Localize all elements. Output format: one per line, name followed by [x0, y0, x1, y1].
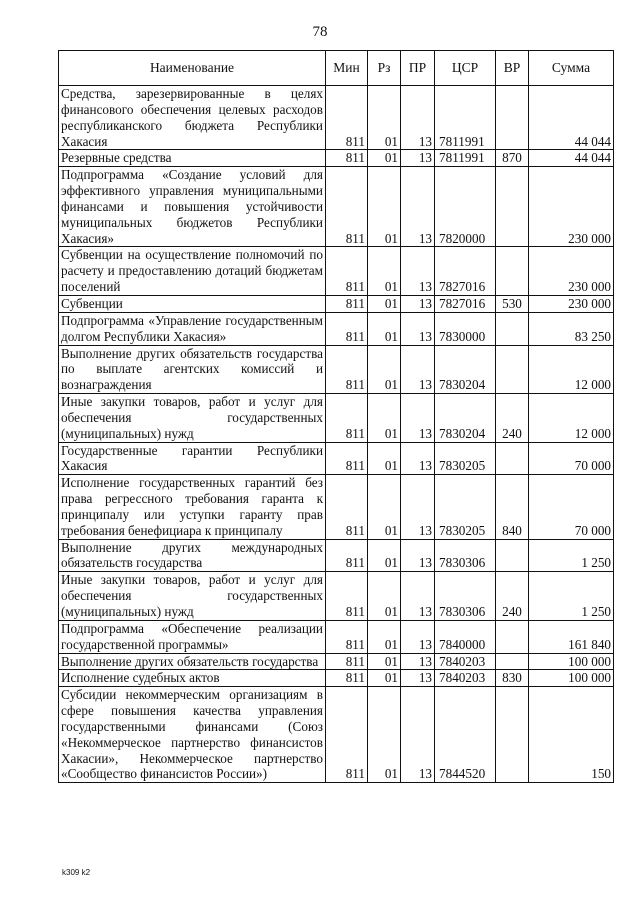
cell-csr: 7830306 — [435, 539, 496, 572]
table-row — [59, 539, 614, 572]
cell-csr: 7830205 — [435, 442, 496, 475]
cell-sum: 100 000 — [529, 653, 614, 670]
cell-pr: 13 — [401, 539, 435, 572]
page-number: 78 — [312, 24, 328, 40]
table-header-row — [59, 51, 614, 86]
cell-pr: 13 — [401, 167, 435, 247]
cell-rz: 01 — [368, 687, 401, 783]
header-vr: ВР — [496, 51, 529, 86]
cell-sum: 230 000 — [529, 247, 614, 296]
cell-vr — [496, 345, 529, 394]
cell-name: Подпрограмма «Управление государственным долгом Республики Хакасия» — [59, 312, 326, 345]
header-min: Мин — [326, 51, 368, 86]
cell-csr: 7844520 — [435, 687, 496, 783]
cell-min: 811 — [326, 312, 368, 345]
cell-vr: 870 — [496, 150, 529, 167]
cell-vr — [496, 247, 529, 296]
cell-rz: 01 — [368, 295, 401, 312]
cell-sum: 44 044 — [529, 86, 614, 150]
cell-vr — [496, 442, 529, 475]
cell-csr: 7827016 — [435, 247, 496, 296]
cell-rz: 01 — [368, 539, 401, 572]
cell-sum: 12 000 — [529, 345, 614, 394]
cell-pr: 13 — [401, 670, 435, 687]
cell-min: 811 — [326, 167, 368, 247]
cell-min: 811 — [326, 687, 368, 783]
cell-rz: 01 — [368, 247, 401, 296]
cell-csr: 7830204 — [435, 394, 496, 443]
cell-name: Исполнение государственных гарантий без права регрессного требования гаранта к принципалу или уступки гаранту прав требования бенефициара к принципалу — [59, 475, 326, 539]
cell-vr: 530 — [496, 295, 529, 312]
cell-csr: 7820000 — [435, 167, 496, 247]
cell-csr: 7830204 — [435, 345, 496, 394]
cell-rz: 01 — [368, 86, 401, 150]
cell-name: Субвенции — [59, 295, 326, 312]
cell-rz: 01 — [368, 312, 401, 345]
cell-pr: 13 — [401, 687, 435, 783]
cell-sum: 83 250 — [529, 312, 614, 345]
cell-pr: 13 — [401, 394, 435, 443]
cell-name: Выполнение других международных обязательств государства — [59, 539, 326, 572]
cell-sum: 230 000 — [529, 167, 614, 247]
cell-sum: 1 250 — [529, 572, 614, 621]
cell-min: 811 — [326, 394, 368, 443]
cell-vr: 240 — [496, 394, 529, 443]
cell-name: Подпрограмма «Обеспечение реализации государственной программы» — [59, 620, 326, 653]
cell-csr: 7840000 — [435, 620, 496, 653]
cell-name: Выполнение других обязательств государства по выплате агентских комиссий и вознаграждения — [59, 345, 326, 394]
header-sum: Сумма — [529, 51, 614, 86]
cell-pr: 13 — [401, 295, 435, 312]
cell-rz: 01 — [368, 620, 401, 653]
cell-rz: 01 — [368, 394, 401, 443]
table-row — [59, 653, 614, 670]
cell-csr: 7811991 — [435, 150, 496, 167]
cell-min: 811 — [326, 345, 368, 394]
table-row — [59, 442, 614, 475]
cell-sum: 161 840 — [529, 620, 614, 653]
footer-code: k309 k2 — [62, 868, 91, 877]
cell-sum: 70 000 — [529, 442, 614, 475]
table-row — [59, 620, 614, 653]
cell-sum: 100 000 — [529, 670, 614, 687]
cell-pr: 13 — [401, 572, 435, 621]
cell-min: 811 — [326, 150, 368, 167]
cell-min: 811 — [326, 539, 368, 572]
cell-min: 811 — [326, 295, 368, 312]
table-row — [59, 670, 614, 687]
cell-rz: 01 — [368, 345, 401, 394]
cell-sum: 44 044 — [529, 150, 614, 167]
cell-name: Резервные средства — [59, 150, 326, 167]
cell-name: Государственные гарантии Республики Хакасия — [59, 442, 326, 475]
cell-min: 811 — [326, 620, 368, 653]
cell-name: Иные закупки товаров, работ и услуг для обеспечения государственных (муниципальных) нужд — [59, 394, 326, 443]
cell-pr: 13 — [401, 653, 435, 670]
cell-min: 811 — [326, 86, 368, 150]
cell-rz: 01 — [368, 572, 401, 621]
cell-sum: 1 250 — [529, 539, 614, 572]
cell-vr — [496, 687, 529, 783]
cell-csr: 7830000 — [435, 312, 496, 345]
cell-sum: 150 — [529, 687, 614, 783]
cell-name: Средства, зарезервированные в целях финансового обеспечения целевых расходов республиканского бюджета Республики Хакасия — [59, 86, 326, 150]
cell-vr: 240 — [496, 572, 529, 621]
cell-vr — [496, 86, 529, 150]
table-row — [59, 572, 614, 621]
table-row — [59, 687, 614, 783]
cell-name: Выполнение других обязательств государства — [59, 653, 326, 670]
cell-name: Субвенции на осуществление полномочий по расчету и предоставлению дотаций бюджетам поселений — [59, 247, 326, 296]
cell-min: 811 — [326, 572, 368, 621]
cell-pr: 13 — [401, 247, 435, 296]
table-row — [59, 345, 614, 394]
cell-vr — [496, 167, 529, 247]
cell-sum: 70 000 — [529, 475, 614, 539]
table-row — [59, 86, 614, 150]
cell-min: 811 — [326, 653, 368, 670]
cell-sum: 230 000 — [529, 295, 614, 312]
cell-name: Иные закупки товаров, работ и услуг для обеспечения государственных (муниципальных) нужд — [59, 572, 326, 621]
cell-pr: 13 — [401, 150, 435, 167]
cell-sum: 12 000 — [529, 394, 614, 443]
cell-rz: 01 — [368, 475, 401, 539]
cell-rz: 01 — [368, 670, 401, 687]
cell-min: 811 — [326, 475, 368, 539]
cell-csr: 7840203 — [435, 670, 496, 687]
cell-csr: 7840203 — [435, 653, 496, 670]
cell-rz: 01 — [368, 150, 401, 167]
cell-pr: 13 — [401, 345, 435, 394]
table-row — [59, 295, 614, 312]
cell-vr: 830 — [496, 670, 529, 687]
cell-rz: 01 — [368, 167, 401, 247]
table-row — [59, 394, 614, 443]
table-row — [59, 475, 614, 539]
cell-name: Исполнение судебных актов — [59, 670, 326, 687]
cell-pr: 13 — [401, 442, 435, 475]
table-row — [59, 150, 614, 167]
cell-pr: 13 — [401, 475, 435, 539]
cell-min: 811 — [326, 670, 368, 687]
header-name: Наименование — [59, 51, 326, 86]
cell-min: 811 — [326, 442, 368, 475]
cell-csr: 7827016 — [435, 295, 496, 312]
cell-name: Подпрограмма «Создание условий для эффективного управления муниципальными финансами и повышения устойчивости муниципальных бюджетов Республики Хакасия» — [59, 167, 326, 247]
cell-name: Субсидии некоммерческим организациям в сфере повышения качества управления государственными финансами (Союз «Некоммерческое партнерство финансистов Хакасии», Некоммерческое партнерство «Сообщество финансистов России») — [59, 687, 326, 783]
budget-table — [58, 50, 614, 783]
cell-csr: 7811991 — [435, 86, 496, 150]
cell-pr: 13 — [401, 86, 435, 150]
header-csr: ЦСР — [435, 51, 496, 86]
cell-csr: 7830205 — [435, 475, 496, 539]
table-row — [59, 247, 614, 296]
table-row — [59, 167, 614, 247]
header-pr: ПР — [401, 51, 435, 86]
header-rz: Рз — [368, 51, 401, 86]
cell-rz: 01 — [368, 653, 401, 670]
cell-pr: 13 — [401, 312, 435, 345]
table-row — [59, 312, 614, 345]
cell-min: 811 — [326, 247, 368, 296]
table-body — [59, 86, 614, 783]
cell-pr: 13 — [401, 620, 435, 653]
cell-vr — [496, 539, 529, 572]
cell-rz: 01 — [368, 442, 401, 475]
cell-vr — [496, 653, 529, 670]
cell-vr — [496, 312, 529, 345]
cell-vr: 840 — [496, 475, 529, 539]
cell-vr — [496, 620, 529, 653]
cell-csr: 7830306 — [435, 572, 496, 621]
